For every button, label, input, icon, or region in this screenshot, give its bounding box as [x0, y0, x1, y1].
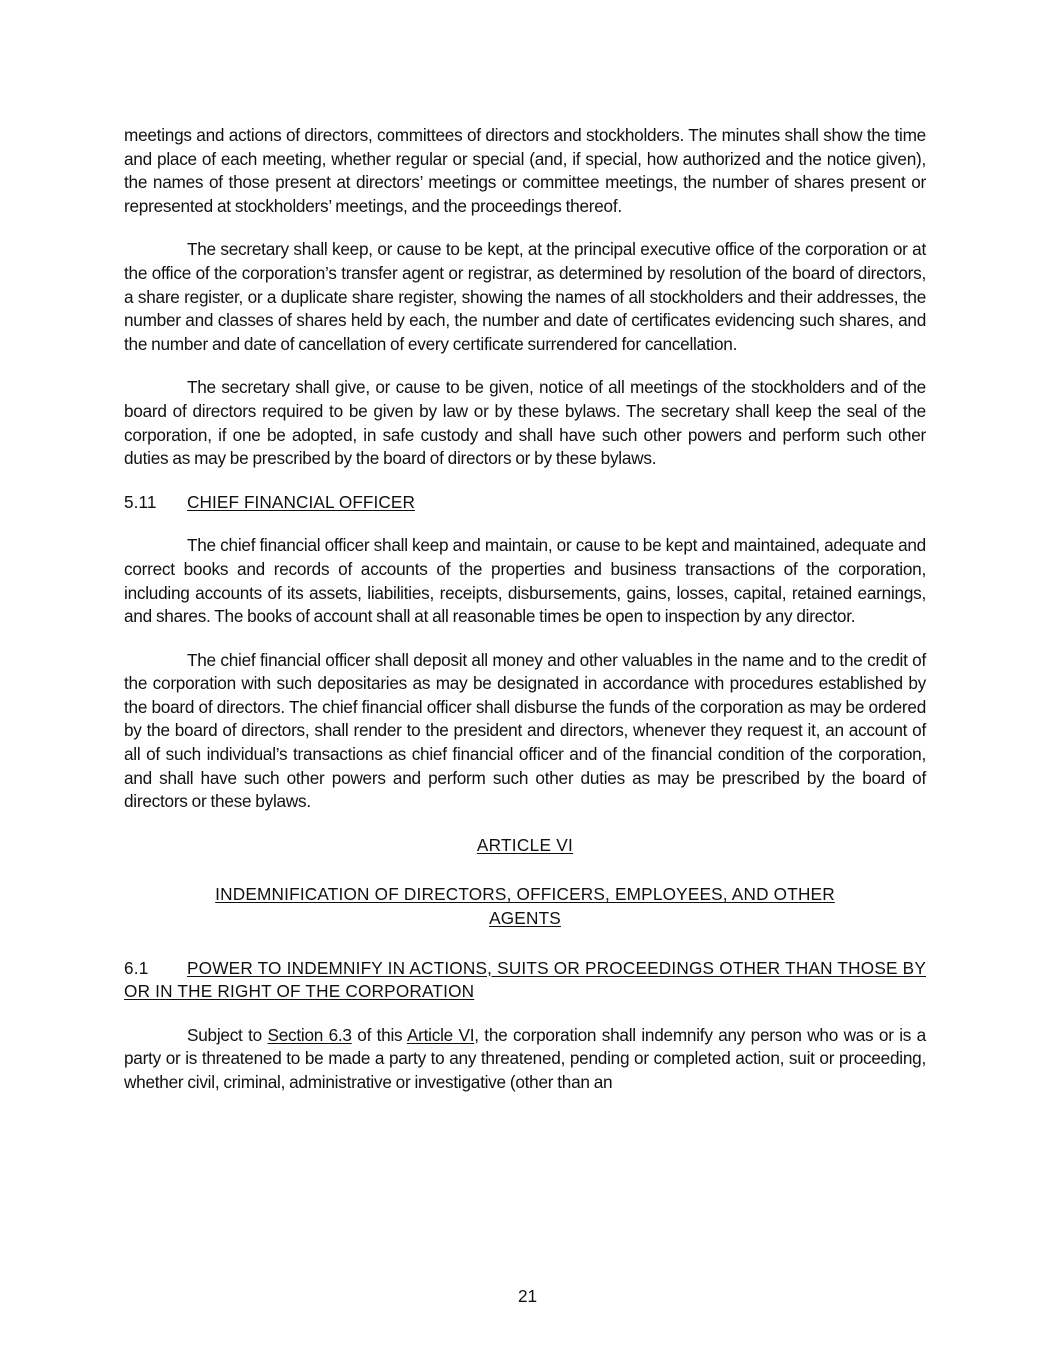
text-run: Subject to [187, 1024, 268, 1045]
paragraph-secretary-notice: The secretary shall give, or cause to be given, notice of all meetings of the stockholders and of the board of directors required to be given by law or by these bylaws. The secretary shall keep the seal of the corporation, if one be adopted, in safe custody and shall have such other powers and perform such other duties as may be prescribed by the board of directors or by these bylaws. [124, 377, 926, 469]
article-subtitle-line-1: INDEMNIFICATION OF DIRECTORS, OFFICERS, EMPLOYEES, AND OTHER [215, 884, 835, 905]
paragraph-share-register: The secretary shall keep, or cause to be kept, at the principal executive office of the corporation or at the office of the corporation’s transfer agent or registrar, as determined by resolution of the board of directors, a share register, or a duplicate share register, showing the names of all stockholders and their addresses, the number and classes of shares held by each, the number and date of certificates evidencing such shares, and the number and date of cancellation of every certificate surrendered for cancellation. [124, 239, 926, 354]
text-run: of this [351, 1024, 407, 1045]
paragraph-cfo-deposits: The chief financial officer shall deposit all money and other valuables in the name and to the credit of the corporation with such depositaries as may be designated in accordance with procedures established by the board of directors. The chief financial officer shall disburse the funds of the corporation as may be ordered by the board of directors, shall render to the president and directors, whenever they request it, an account of all of such individual’s transactions as chief financial officer and of the financial condition of the corporation, and shall have such other powers and perform such other duties as may be prescribed by the board of directors or these bylaws. [124, 649, 926, 812]
section-6-3-link[interactable]: Section 6.3 [267, 1024, 352, 1045]
text-run: , the corporation shall indemnify any person who was or is a party or is threatened to be made a party to any threatened, pending or completed action, suit or proceeding, whether civil, criminal, administrative or investigative (other than an [124, 1024, 926, 1092]
section-heading-5-11 [124, 491, 926, 515]
paragraph-cfo-books: The chief financial officer shall keep and maintain, or cause to be kept and maintained, adequate and correct books and records of accounts of the properties and business transactions of the corporation, including accounts of its assets, liabilities, receipts, disbursements, gains, losses, capital, retained earnings, and shares. The books of account shall at all reasonable times be open to inspection by any director. [124, 535, 926, 627]
document-page [124, 124, 926, 1115]
paragraph-indemnify [124, 1024, 926, 1095]
section-title: CHIEF FINANCIAL OFFICER [187, 491, 415, 512]
page-number: 21 [517, 1286, 538, 1306]
paragraph-minutes-continuation: meetings and actions of directors, committees of directors and stockholders. The minutes shall show the time and place of each meeting, whether regular or special (and, if special, how authorized and the notice given), the names of those present at directors’ meetings or committee meetings, the number of shares present or represented at stockholders’ meetings, and the proceedings thereof. [124, 125, 926, 216]
section-number: 6.1 [124, 957, 149, 978]
section-number: 5.11 [124, 491, 157, 512]
article-title [124, 834, 926, 858]
article-subtitle [124, 883, 926, 930]
article-title-text: ARTICLE VI [476, 834, 574, 855]
section-title: POWER TO INDEMNIFY IN ACTIONS, SUITS OR PROCEEDINGS OTHER THAN THOSE BY OR IN THE RIGHT OF THE CORPORATION [124, 957, 926, 1002]
article-vi-link[interactable]: Article VI [406, 1024, 475, 1045]
section-heading-6-1 [124, 957, 926, 1004]
article-subtitle-line-2: AGENTS [489, 908, 561, 929]
